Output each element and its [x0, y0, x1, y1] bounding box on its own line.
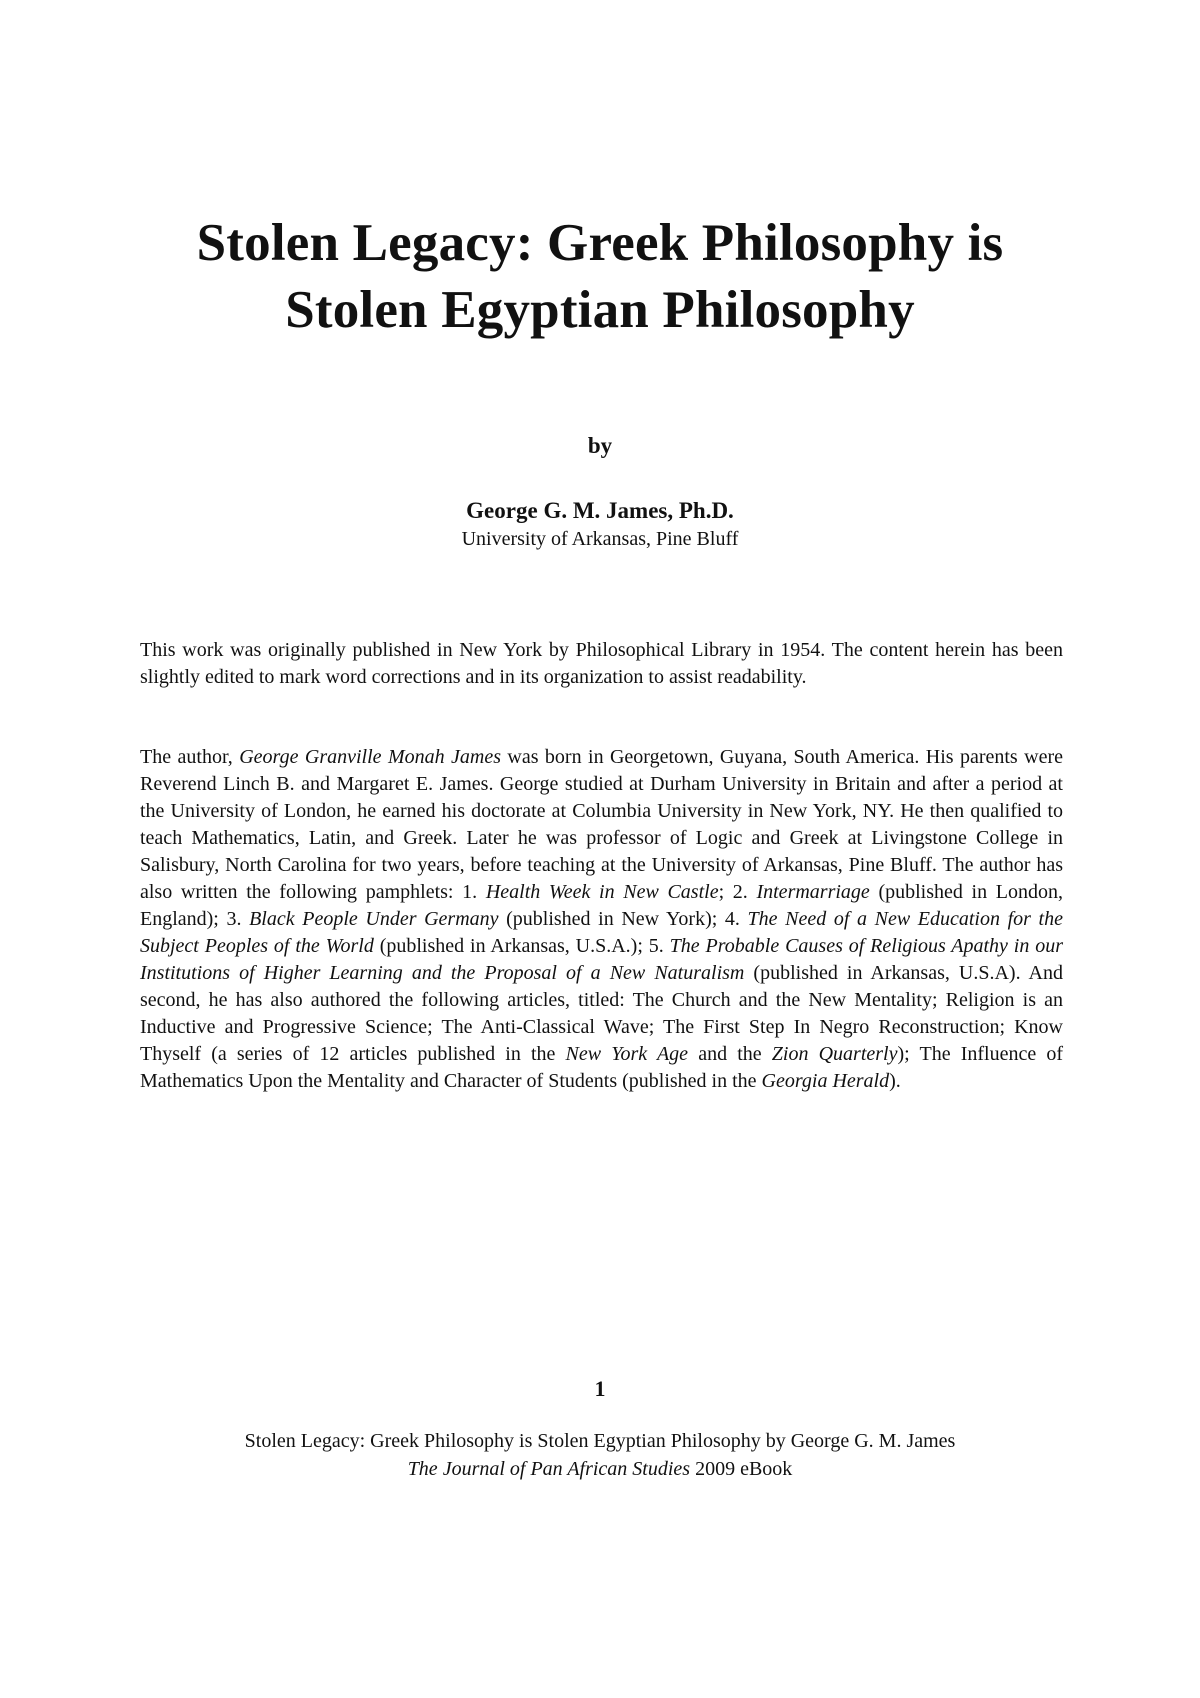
journal-name: The Journal of Pan African Studies — [407, 1458, 691, 1480]
footer-edition: 2009 eBook — [690, 1458, 793, 1480]
pamphlet-title: Intermarriage — [756, 881, 870, 903]
bio-text: ); The Influence of Mathematics Upon the Mentality and Character of Students (published in the — [140, 1043, 1064, 1092]
bio-text: (published in London, England); 3. — [140, 881, 1063, 930]
pamphlet-title: The Probable Causes of Religious Apathy in our Institutions of Higher Learning and the Proposal of a New Naturalism — [140, 935, 1063, 984]
bio-text: and the — [688, 1043, 772, 1065]
bio-text: ; 2. — [718, 881, 757, 903]
footer-journal-line — [0, 1456, 1200, 1483]
publication-title: Georgia Herald — [761, 1070, 890, 1092]
author-name: George G. M. James, Ph.D. — [466, 498, 734, 523]
document-title — [100, 210, 1100, 344]
title-line-1: Stolen Legacy: Greek Philosophy is — [196, 214, 1004, 272]
author-affiliation: University of Arkansas, Pine Bluff — [461, 528, 739, 550]
bio-text: ). — [889, 1070, 901, 1092]
bio-text: was born in Georgetown, Guyana, South America. His parents were Reverend Linch B. and Margaret E. James. George studied at Durham University in Britain and after a period at the University of London, he earned his doctorate at Columbia University in New York, NY. He then qualified to teach Mathematics, Latin, and Greek. Later he was professor of Logic and Greek at Livingstone College in Salisbury, North Carolina for two years, before teaching at the University of Arkansas, Pine Bluff. The author has also written the following pamphlets: 1. — [140, 746, 1063, 903]
author-bio-paragraph — [140, 744, 1063, 1095]
bio-text: (published in Arkansas, U.S.A). And second, he has also authored the following articles, titled: The Church and the New Mentality; Religion is an Inductive and Progressive Science; The Anti-Classical Wave; The First Step In Negro Reconstruction; Know Thyself (a series of 12 articles published in the — [140, 962, 1063, 1065]
pamphlet-title: Black People Under Germany — [249, 908, 499, 930]
publication-title: New York Age — [565, 1043, 689, 1065]
pamphlet-title: Health Week in New Castle — [485, 881, 719, 903]
bio-text: The author, — [140, 746, 240, 768]
pamphlet-title: The Need of a New Education for the Subject Peoples of the World — [140, 908, 1063, 957]
page-number: 1 — [594, 1376, 606, 1401]
bio-author-full-name: George Granville Monah James — [239, 746, 501, 768]
byline-by: by — [587, 433, 613, 458]
intro-paragraph: This work was originally published in New York by Philosophical Library in 1954. The content herein has been slightly edited to mark word corrections and in its organization to assist readability. — [140, 639, 1063, 688]
bio-text: (published in Arkansas, U.S.A.); 5. — [373, 935, 670, 957]
footer-citation: Stolen Legacy: Greek Philosophy is Stolen Egyptian Philosophy by George G. M. James — [244, 1430, 956, 1452]
publication-title: Zion Quarterly — [771, 1043, 898, 1065]
title-line-2: Stolen Egyptian Philosophy — [285, 281, 915, 339]
bio-text: (published in New York); 4. — [498, 908, 748, 930]
